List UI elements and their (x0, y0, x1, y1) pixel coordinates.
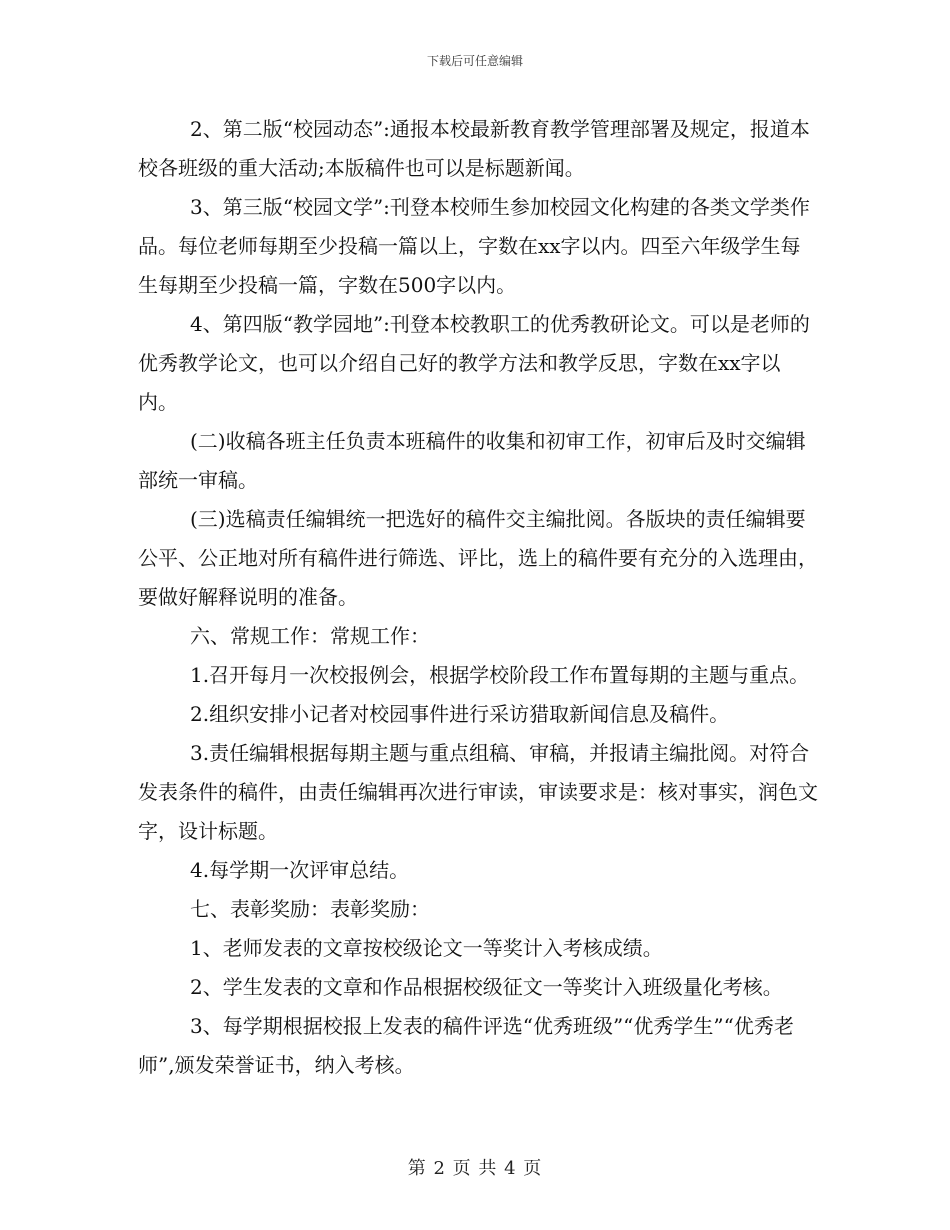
paragraph-13: 2、学生发表的文章和作品根据校级征文一等奖计入班级量化考核。 (190, 975, 783, 999)
paragraph-4: (二)收稿各班主任负责本班稿件的收集和初审工作，初审后及时交编辑部统一审稿。 (138, 429, 806, 492)
paragraph-5: (三)选稿责任编辑统一把选好的稿件交主编批阅。各版块的责任编辑要公平、公正地对所有稿件进行筛选、评比，选上的稿件要有充分的入选理由，要做好解释说明的准备。 (138, 507, 818, 609)
section-heading-6: 六、常规工作：常规工作： (190, 624, 430, 648)
paragraph-12: 1、老师发表的文章按校级论文一等奖计入考核成绩。 (190, 936, 663, 960)
paragraph-14: 3、每学期根据校报上发表的稿件评选“优秀班级”“优秀学生”“优秀老师”,颁发荣誉证书，纳入考核。 (138, 1014, 794, 1077)
page-number-footer: 第 2 页 共 4 页 (407, 1158, 543, 1179)
paragraph-3: 4、第四版“教学园地”:刊登本校教职工的优秀教研论文。可以是老师的优秀教学论文，也可以介绍自己好的教学方法和教学反思，字数在xx字以内。 (138, 312, 810, 414)
section-heading-7: 七、表彰奖励：表彰奖励： (190, 897, 430, 921)
paragraph-7: 1.召开每月一次校报例会，根据学校阶段工作布置每期的主题与重点。 (190, 663, 810, 687)
paragraph-10: 4.每学期一次评审总结。 (190, 858, 410, 882)
document-body (138, 110, 818, 1085)
paragraph-9: 3.责任编辑根据每期主题与重点组稿、审稿，并报请主编批阅。对符合发表条件的稿件，由责任编辑再次进行审读，审读要求是：核对事实，润色文字，设计标题。 (138, 741, 818, 843)
page-header: 下载后可任意编辑 (426, 54, 523, 68)
paragraph-2: 3、第三版“校园文学”:刊登本校师生参加校园文化构建的各类文学类作品。每位老师每期至少投稿一篇以上，字数在xx字以内。四至六年级学生每生每期至少投稿一篇，字数在500字以内。 (138, 195, 810, 297)
paragraph-8: 2.组织安排小记者对校园事件进行采访猎取新闻信息及稿件。 (190, 702, 730, 726)
paragraph-1: 2、第二版“校园动态”:通报本校最新教育教学管理部署及规定，报道本校各班级的重大活动;本版稿件也可以是标题新闻。 (138, 117, 810, 180)
